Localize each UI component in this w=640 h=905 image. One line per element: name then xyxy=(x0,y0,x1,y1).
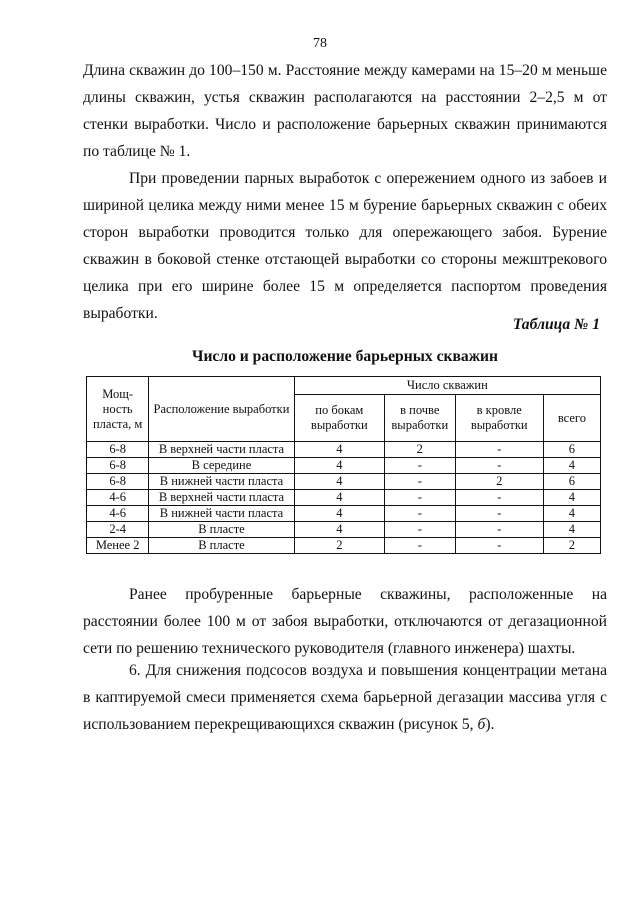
cell-total: 4 xyxy=(543,506,600,522)
cell-floor: 2 xyxy=(384,442,455,458)
table-row xyxy=(87,490,601,506)
cell-thickness: 4-6 xyxy=(87,506,149,522)
cell-location: В пласте xyxy=(149,538,294,554)
paragraph-4-text xyxy=(83,657,607,738)
cell-location: В пласте xyxy=(149,522,294,538)
paragraph-2-text: При проведении парных выработок с опережением одного из забоев и шириной целика между ними менее 15 м бурение барьерных скважин с обеих сторон выработки проводится только для опережающего забоя. Бурение скважин в боковой стенке отстающей выработки со стороны межштрекового целика при его ширине более 15 м определяется паспортом проведения выработки. xyxy=(83,170,607,322)
cell-roof: - xyxy=(455,442,543,458)
cell-total: 6 xyxy=(543,442,600,458)
cell-total: 6 xyxy=(543,474,600,490)
paragraph-3 xyxy=(83,581,607,662)
cell-thickness: Менее 2 xyxy=(87,538,149,554)
cell-sides: 4 xyxy=(294,442,384,458)
table-row xyxy=(87,522,601,538)
cell-thickness: 6-8 xyxy=(87,474,149,490)
table-number: Таблица № 1 xyxy=(512,316,600,333)
header-thickness: Мощ-ность пласта, м xyxy=(87,377,149,442)
cell-thickness: 6-8 xyxy=(87,458,149,474)
cell-floor: - xyxy=(384,538,455,554)
cell-thickness: 2-4 xyxy=(87,522,149,538)
header-floor: в почве выработки xyxy=(384,395,455,442)
cell-floor: - xyxy=(384,474,455,490)
header-sides: по бокам выработки xyxy=(294,395,384,442)
figure-ref-italic: б xyxy=(477,716,486,733)
cell-location: В нижней части пласта xyxy=(149,506,294,522)
paragraph-1-text: Длина скважин до 100–150 м. Расстояние между камерами на 15–20 м меньше длины скважин, устья скважин располагаются на расстоянии 2–2,5 м от стенки выработки. Число и расположение барьерных скважин принимаются по таблице № 1. xyxy=(83,62,607,160)
cell-sides: 4 xyxy=(294,474,384,490)
cell-floor: - xyxy=(384,522,455,538)
cell-sides: 4 xyxy=(294,458,384,474)
cell-floor: - xyxy=(384,506,455,522)
paragraph-4-main: 6. Для снижения подсосов воздуха и повышения концентрации метана в каптируемой смеси применяется схема барьерной дегазации массива угля с использованием перекрещивающихся скважин (рисунок 5, xyxy=(83,662,607,733)
cell-total: 2 xyxy=(543,538,600,554)
header-count-group: Число скважин xyxy=(294,377,600,395)
cell-sides: 2 xyxy=(294,538,384,554)
cell-roof: - xyxy=(455,538,543,554)
paragraph-3-text: Ранее пробуренные барьерные скважины, расположенные на расстоянии более 100 м от забоя выработки, отключаются от дегазационной сети по решению технического руководителя (главного инженера) шахты. xyxy=(83,586,607,657)
cell-roof: - xyxy=(455,458,543,474)
cell-total: 4 xyxy=(543,490,600,506)
cell-thickness: 4-6 xyxy=(87,490,149,506)
table-row xyxy=(87,474,601,490)
header-location: Расположение выработки xyxy=(149,377,294,442)
table-title: Число и расположение барьерных скважин xyxy=(192,348,498,365)
table-row xyxy=(87,506,601,522)
cell-location: В середине xyxy=(149,458,294,474)
paragraph-4-end: ). xyxy=(485,716,495,733)
paragraph-2 xyxy=(83,165,607,327)
paragraph-1 xyxy=(83,57,607,165)
cell-floor: - xyxy=(384,490,455,506)
barrier-wells-table xyxy=(86,376,601,554)
header-roof: в кровле выработки xyxy=(455,395,543,442)
cell-floor: - xyxy=(384,458,455,474)
table-row xyxy=(87,442,601,458)
table-header-row xyxy=(87,377,601,395)
cell-sides: 4 xyxy=(294,506,384,522)
cell-thickness: 6-8 xyxy=(87,442,149,458)
cell-location: В верхней части пласта xyxy=(149,442,294,458)
cell-total: 4 xyxy=(543,522,600,538)
cell-roof: - xyxy=(455,490,543,506)
header-total: всего xyxy=(543,395,600,442)
cell-location: В верхней части пласта xyxy=(149,490,294,506)
cell-location: В нижней части пласта xyxy=(149,474,294,490)
paragraph-4 xyxy=(83,657,607,738)
table-row xyxy=(87,458,601,474)
cell-roof: - xyxy=(455,506,543,522)
cell-sides: 4 xyxy=(294,522,384,538)
cell-total: 4 xyxy=(543,458,600,474)
cell-roof: - xyxy=(455,522,543,538)
cell-sides: 4 xyxy=(294,490,384,506)
page-number: 78 xyxy=(313,36,327,51)
cell-roof: 2 xyxy=(455,474,543,490)
table-row xyxy=(87,538,601,554)
